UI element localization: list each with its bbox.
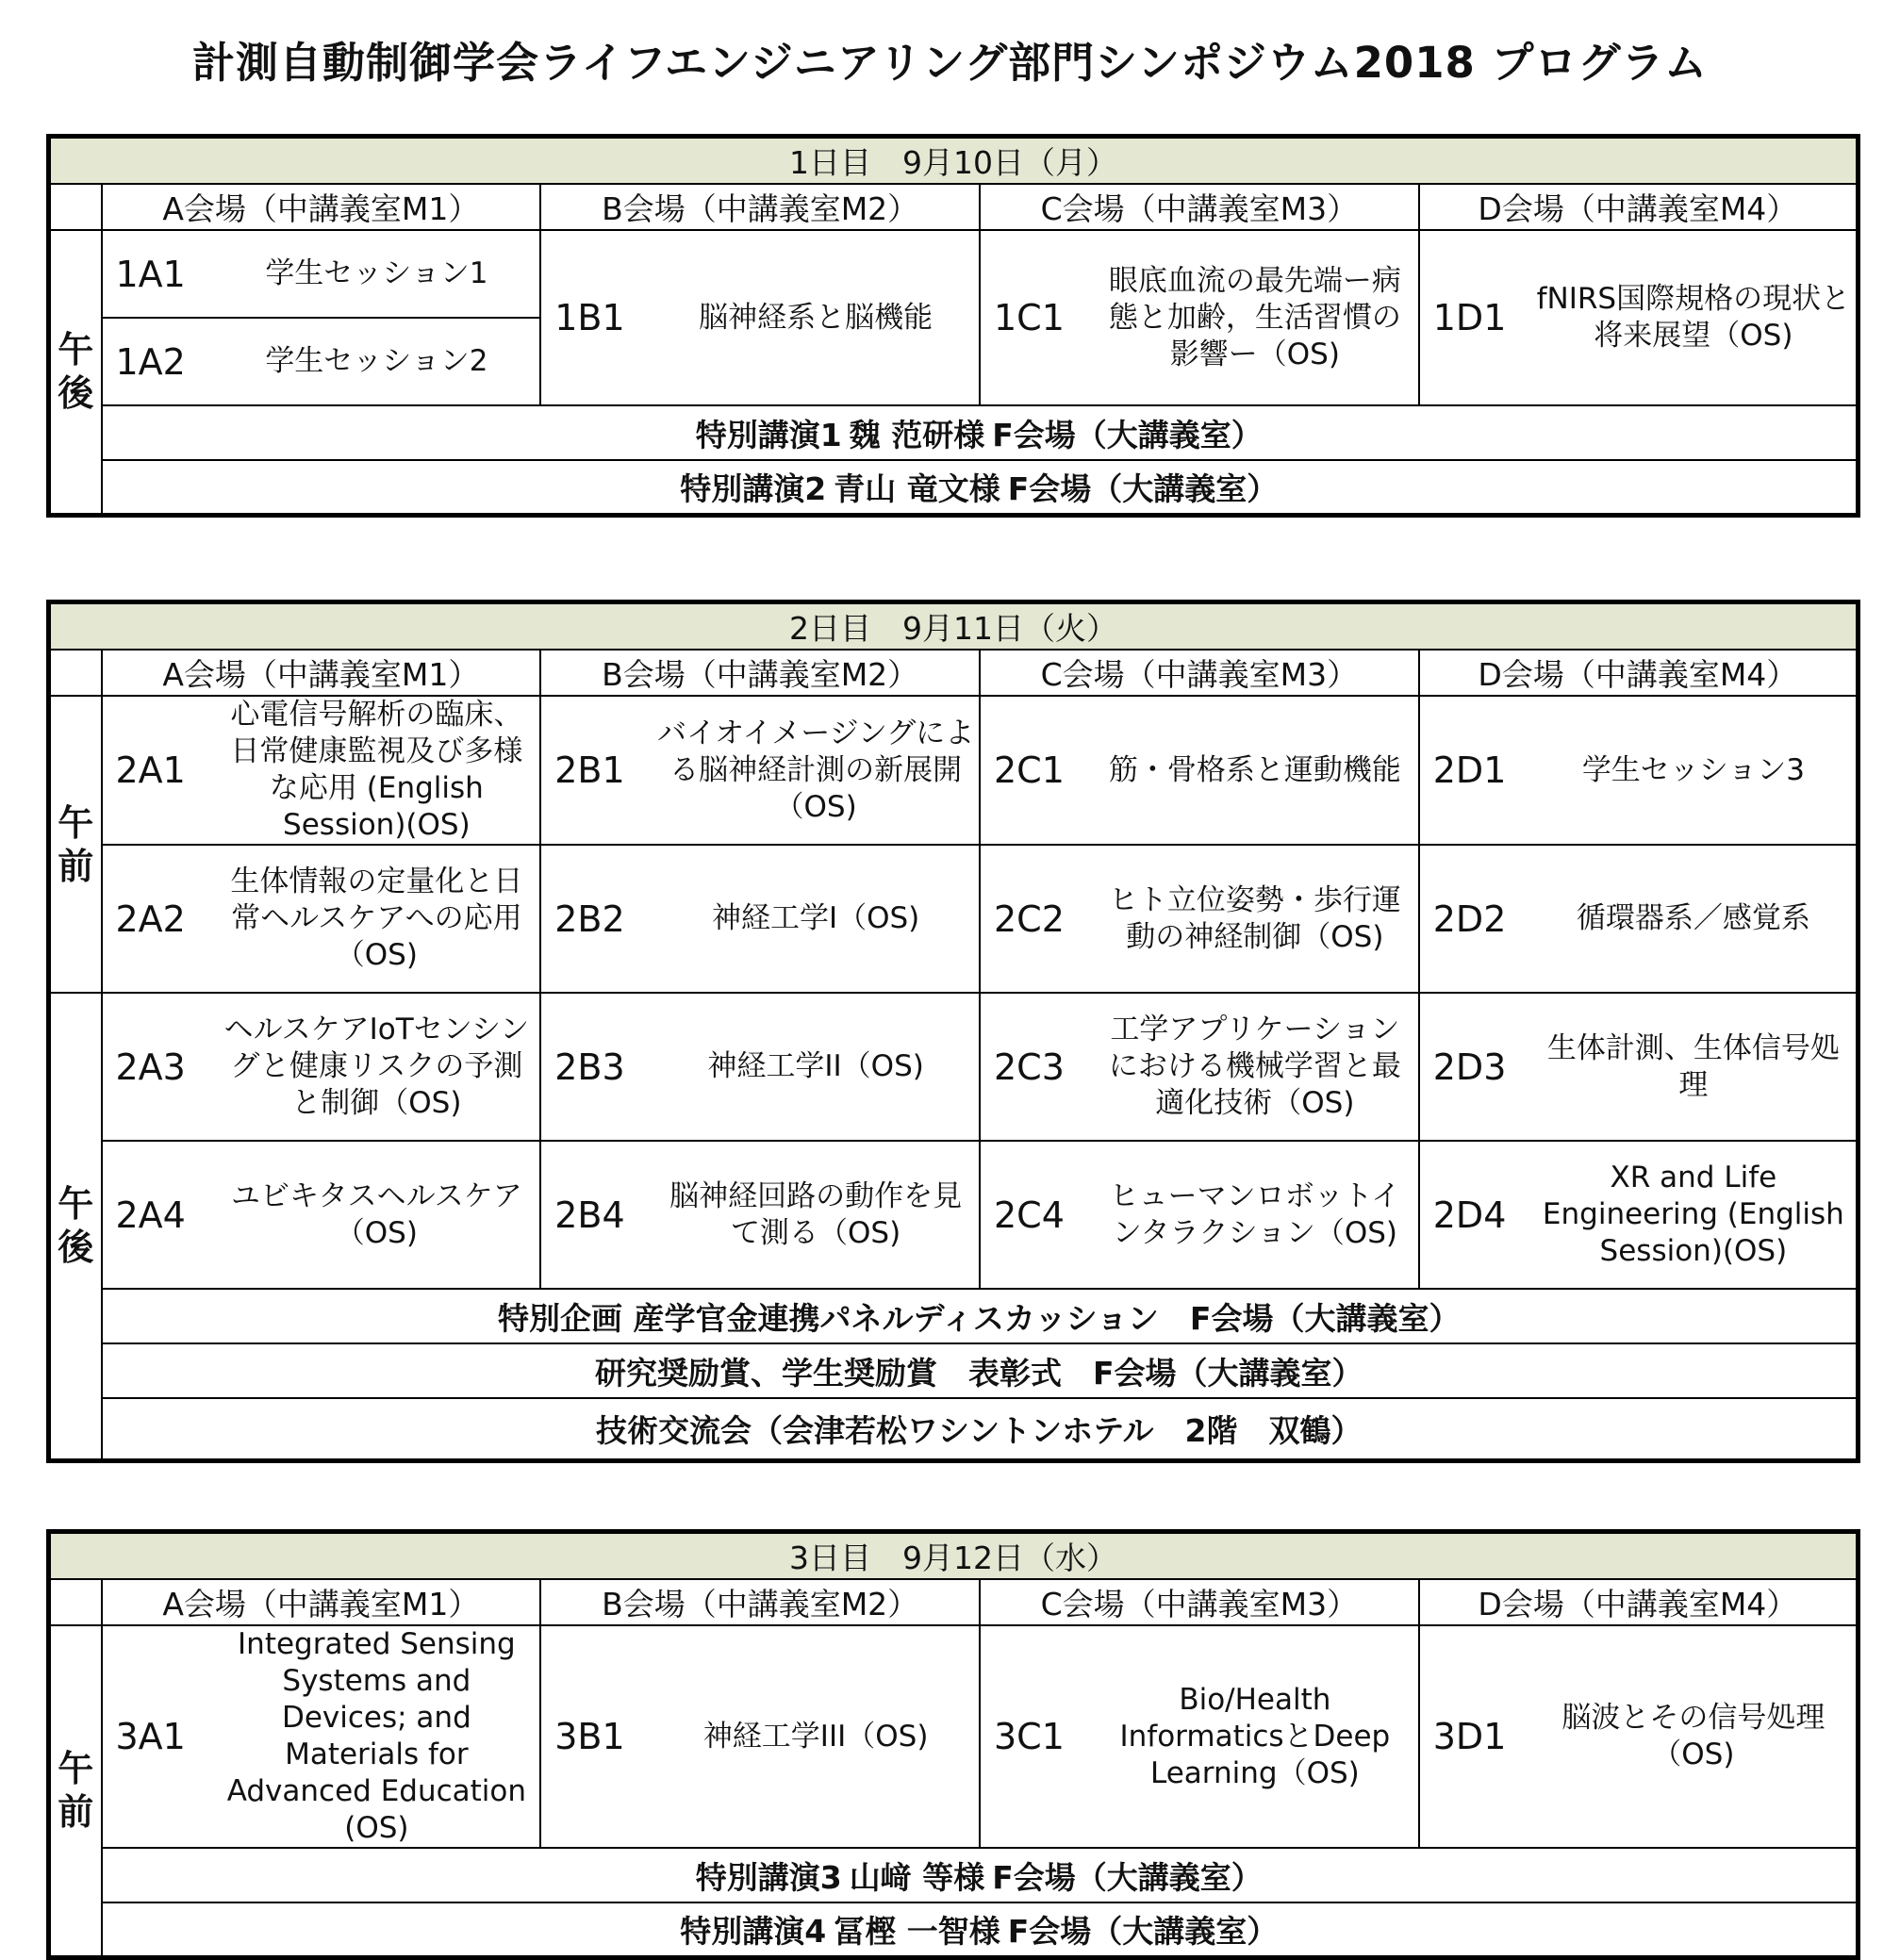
page-title: 計測自動制御学会ライフエンジニアリング部門シンポジウム2018 プログラム [191,38,1709,88]
special-event-row [102,1848,1859,1902]
session-title: 学生セッション3 [1581,752,1805,787]
day1-table [46,134,1860,518]
corner-cell [49,184,102,230]
session-code: 2B1 [554,749,625,791]
hall-header-c: C会場（中講義室M3） [980,1579,1419,1625]
session-cell[interactable] [102,696,541,845]
session-code: 2A2 [115,898,186,940]
special-event-row [102,1289,1859,1343]
session-code: 1B1 [554,297,625,338]
session-code: 3C1 [994,1716,1065,1757]
special-event-row [102,1343,1859,1398]
day-header: 3日目 9月12日（水） [49,1532,1859,1580]
session-code: 2C3 [994,1046,1065,1088]
session-title: ヒューマンロボットインタラクション（OS) [1109,1178,1401,1250]
day-header: 2日目 9月11日（火） [49,602,1859,651]
session-title: 生体計測、生体信号処理 [1546,1030,1840,1102]
venue: F会場（大講義室） [992,1858,1263,1896]
session-code: 2D2 [1432,898,1507,940]
session-title: XR and Life Engineering (English Session)(OS) [1542,1161,1844,1268]
session-cell[interactable] [1419,845,1859,993]
speaker-name: 冨樫 一智様 [834,1912,1000,1950]
session-title: ヘルスケアIoTセンシングと健康リスクの予測と制御（OS) [223,1013,530,1120]
session-cell[interactable] [102,1625,541,1848]
session-title: 神経工学III（OS) [702,1719,929,1754]
session-code: 1D1 [1432,297,1507,338]
session-code: 3B1 [554,1716,625,1757]
session-title: 筋・骨格系と運動機能 [1108,752,1401,787]
period-label: 午前 [49,696,102,993]
session-title: 脳神経回路の動作を見て測る（OS) [669,1178,963,1250]
venue: F会場（大講義室） [1007,469,1279,507]
session-code: 2B3 [554,1046,625,1088]
session-cell[interactable] [540,696,980,845]
day2-table [46,600,1860,1463]
session-code: 3D1 [1432,1716,1507,1757]
hall-header-a: A会場（中講義室M1） [102,184,541,230]
hall-header-b: B会場（中講義室M2） [540,650,980,696]
corner-cell [49,1579,102,1625]
session-cell[interactable] [102,845,541,993]
hall-header-a: A会場（中講義室M1） [102,1579,541,1625]
session-code: 2A4 [115,1194,186,1236]
session-code: 2B4 [554,1194,625,1236]
speaker-name: 青山 竜文様 [834,469,1000,507]
session-cell[interactable] [540,993,980,1141]
session-title: ヒト立位姿勢・歩行運動の神経制御（OS) [1108,882,1401,954]
special-event-title: 技術交流会（会津若松ワシントンホテル 2階 双鶴） [596,1411,1363,1449]
session-cell[interactable] [1419,696,1859,845]
special-event-row [102,1902,1859,1957]
period-label: 午後 [49,993,102,1460]
speaker-name: 山﨑 等様 [849,1858,985,1896]
session-title: バイオイメージングによる脳神経計測の新展開（OS) [657,716,975,824]
session-cell[interactable] [1419,230,1859,405]
hall-header-b: B会場（中講義室M2） [540,184,980,230]
session-cell[interactable] [102,230,541,318]
session-code: 2D4 [1432,1194,1507,1236]
session-title: Bio/Health InformaticsとDeep Learning（OS) [1119,1682,1391,1790]
special-event-row [102,460,1859,515]
venue: F会場（大講義室） [992,416,1263,453]
session-cell[interactable] [102,1141,541,1289]
hall-header-b: B会場（中講義室M2） [540,1579,980,1625]
session-cell[interactable] [1419,1625,1859,1848]
session-code: 1C1 [994,297,1065,338]
corner-cell [49,650,102,696]
special-event-row [102,405,1859,460]
session-cell[interactable] [980,1141,1419,1289]
session-title: 神経工学I（OS) [711,901,920,935]
hall-header-a: A会場（中講義室M1） [102,650,541,696]
session-title: Integrated Sensing Systems and Devices; and Materials for Advanced Education (OS) [226,1627,527,1845]
session-cell[interactable] [980,230,1419,405]
session-code: 2C4 [994,1194,1065,1236]
session-cell[interactable] [540,845,980,993]
session-cell[interactable] [102,318,541,405]
session-cell[interactable] [1419,993,1859,1141]
hall-header-d: D会場（中講義室M4） [1419,184,1859,230]
session-cell[interactable] [540,1141,980,1289]
session-code: 2C1 [994,749,1065,791]
speaker-name: 魏 范研様 [849,416,985,453]
session-code: 2A1 [115,749,186,791]
hall-header-c: C会場（中講義室M3） [980,184,1419,230]
special-event-title: 特別講演4 [680,1912,827,1950]
hall-header-d: D会場（中講義室M4） [1419,1579,1859,1625]
session-title: 循環器系／感覚系 [1576,901,1810,935]
session-title: 学生セッション2 [265,344,488,378]
session-code: 1A1 [115,253,186,295]
day3-table [46,1529,1860,1960]
session-title: 神経工学II（OS) [707,1049,924,1083]
day-header: 1日目 9月10日（月） [49,137,1859,185]
session-cell[interactable] [1419,1141,1859,1289]
special-event-title: 特別企画 産学官金連携パネルディスカッション F会場（大講義室） [498,1299,1461,1337]
session-cell[interactable] [980,696,1419,845]
session-cell[interactable] [540,230,980,405]
session-code: 3A1 [115,1716,186,1757]
session-title: fNIRS国際規格の現状と将来展望（OS) [1536,282,1851,353]
session-cell[interactable] [980,993,1419,1141]
session-code: 2A3 [115,1046,186,1088]
special-event-row [102,1398,1859,1460]
session-title: 脳神経系と脳機能 [699,300,933,335]
session-code: 2D1 [1432,749,1507,791]
session-cell[interactable] [540,1625,980,1848]
hall-header-d: D会場（中講義室M4） [1419,650,1859,696]
session-title: 工学アプリケーションにおける機械学習と最適化技術（OS) [1108,1013,1401,1120]
special-event-title: 特別講演3 [695,1858,842,1896]
session-code: 2B2 [554,898,625,940]
session-code: 1A2 [115,340,186,383]
special-event-title: 特別講演2 [680,469,827,507]
session-title: ユビキタスヘルスケア（OS) [230,1178,522,1250]
period-label: 午前 [49,1625,102,1957]
session-cell[interactable] [102,993,541,1141]
special-event-title: 特別講演1 [695,416,842,453]
venue: F会場（大講義室） [1007,1912,1279,1950]
special-event-title: 研究奨励賞、学生奨励賞 表彰式 F会場（大講義室） [594,1354,1363,1392]
session-code: 2C2 [994,898,1065,940]
session-title: 脳波とその信号処理（OS) [1561,1701,1826,1771]
session-title: 心電信号解析の臨床、日常健康監視及び多様な応用 (English Session)(OS) [230,698,523,842]
period-label: 午後 [49,230,102,515]
session-code: 2D3 [1432,1046,1507,1088]
hall-header-c: C会場（中講義室M3） [980,650,1419,696]
session-title: 生体情報の定量化と日常ヘルスケアへの応用（OS) [230,865,523,972]
session-title: 眼底血流の最先端ー病態と加齢，生活習慣の影響ー（OS) [1108,263,1401,371]
session-cell[interactable] [980,1625,1419,1848]
session-cell[interactable] [980,845,1419,993]
session-title: 学生セッション1 [265,256,488,290]
